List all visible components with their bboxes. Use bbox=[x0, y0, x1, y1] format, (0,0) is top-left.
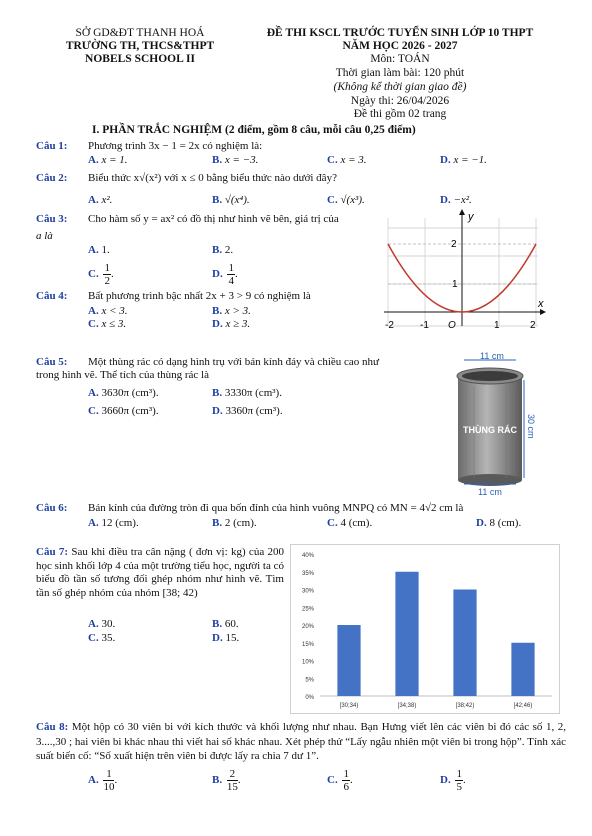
q6-number: Câu 6: bbox=[36, 502, 68, 514]
bar bbox=[453, 590, 476, 697]
q6-option-c: C. 4 (cm). bbox=[327, 517, 373, 529]
q5-option-b: B. 3330π (cm³). bbox=[212, 387, 282, 399]
bottom-dimension-label: 11 cm bbox=[478, 487, 502, 497]
q6-option-b: B. 2 (cm). bbox=[212, 517, 257, 529]
school-name-2: NOBELS SCHOOL II bbox=[85, 53, 195, 65]
q1-option-b: B. x = −3. bbox=[212, 154, 259, 166]
q8-option-d: D. $\frac{1}{5}$ . bbox=[440, 768, 466, 793]
y-label: y bbox=[468, 211, 474, 223]
q2-option-a: A. x². bbox=[88, 194, 113, 206]
y-tick-label: 35% bbox=[301, 570, 314, 577]
q2-text: Biểu thức x√(x²) với x ≤ 0 bằng biểu thức nào dưới đây? bbox=[88, 172, 337, 184]
q2-option-d: D. −x². bbox=[440, 194, 472, 206]
school-name: TRƯỜNG TH, THCS&THPT bbox=[65, 40, 215, 52]
q3-option-b: B. 2. bbox=[212, 244, 234, 256]
y-axis-arrow bbox=[459, 209, 465, 215]
q5-text: Một thùng rác có dạng hình trụ với bán kính đáy và chiều cao như bbox=[88, 356, 379, 368]
q4-number: Câu 4: bbox=[36, 290, 68, 302]
q6-option-d: D. 8 (cm). bbox=[476, 517, 522, 529]
dept-name: SỞ GD&ĐT THANH HOÁ bbox=[75, 27, 205, 39]
tick-x-1: 1 bbox=[494, 320, 500, 331]
q7-option-b: B. 60. bbox=[212, 618, 239, 630]
exam-date: Ngày thi: 26/04/2026 bbox=[350, 95, 450, 107]
q3-option-d: D. $\frac{1}{4}$ . bbox=[212, 262, 238, 287]
q1-text: Phương trình 3x − 1 = 2x có nghiệm là: bbox=[88, 140, 263, 152]
q1-option-c: C. x = 3. bbox=[327, 154, 367, 166]
y-tick-label: 10% bbox=[301, 659, 314, 666]
q4-text: Bất phương trình bậc nhất 2x + 3 > 9 có nghiệm là bbox=[88, 290, 311, 302]
q2-number: Câu 2: bbox=[36, 172, 68, 184]
tick-x-m1: -1 bbox=[420, 320, 429, 331]
bar bbox=[511, 643, 534, 696]
parabola-graph bbox=[380, 206, 550, 346]
q2-option-c: C. √(x³). bbox=[327, 194, 365, 206]
q7-option-c: C. 35. bbox=[88, 632, 116, 644]
x-tick-label: [38;42) bbox=[455, 703, 475, 709]
q3-text-cont: a là bbox=[36, 230, 53, 242]
origin-label: O bbox=[448, 320, 456, 331]
y-tick-label: 0% bbox=[305, 695, 314, 701]
exam-year: NĂM HỌC 2026 - 2027 bbox=[342, 40, 458, 52]
tick-y-2: 2 bbox=[451, 239, 457, 250]
q1-option-d: D. x = −1. bbox=[440, 154, 487, 166]
q5-option-a: A. 3630π (cm³). bbox=[88, 387, 159, 399]
top-dimension-label: 11 cm bbox=[480, 352, 504, 361]
exam-note: (Không kể thời gian giao đề) bbox=[333, 81, 467, 93]
q5-number: Câu 5: bbox=[36, 356, 68, 368]
histogram-chart bbox=[290, 544, 560, 714]
q8-text-block: Câu 8: Một hộp có 30 viên bi với kích thước và khối lượng như nhau. Bạn Hưng viết lên các viên bi đó các số 1, 2, 3....,30 ; hai viên bi khác nhau thì viết hai số khác nhau. Xét phép thử “Lấy ngẫu nhiên một viên bi trong hộp”. Tính xác suất biến cố: “Số xuất hiện trên viên bi được lấy ra chia 7 dư 1”. bbox=[36, 721, 566, 762]
q1-number: Câu 1: bbox=[36, 140, 68, 152]
y-tick-label: 25% bbox=[301, 606, 314, 613]
bar bbox=[395, 572, 418, 696]
section-title: I. PHẦN TRẮC NGHIỆM (2 điểm, gồm 8 câu, mỗi câu 0,25 điểm) bbox=[92, 124, 416, 136]
q7-text-block: Câu 7: Sau khi điều tra cân nặng ( đơn vị: kg) của 200 học sinh khối lớp 4 của một trường tiểu học, người ta có biểu đồ tần số tương đối ghép nhóm như hình vẽ. Tìm tần số ghép nhóm của nhóm [38; 42) bbox=[36, 546, 285, 599]
q6-text: Bán kính của đường tròn đi qua bốn đỉnh của hình vuông MNPQ có MN = 4√2 cm là bbox=[88, 502, 464, 514]
q7-option-d: D. 15. bbox=[212, 632, 240, 644]
trash-bin-figure bbox=[450, 352, 540, 498]
x-tick-label: [34;38) bbox=[397, 703, 417, 709]
x-label: x bbox=[538, 298, 544, 310]
y-tick-label: 5% bbox=[305, 677, 314, 684]
q3-text: Cho hàm số y = ax² có đồ thị như hình vẽ bên, giá trị của bbox=[88, 213, 339, 225]
bar bbox=[337, 625, 360, 696]
q2-option-b: B. √(x⁴). bbox=[212, 194, 250, 206]
q5-option-c: C. 3660π (cm³). bbox=[88, 405, 159, 417]
x-tick-label: [42;46) bbox=[513, 703, 533, 709]
q4-option-b: B. x > 3. bbox=[212, 305, 251, 317]
exam-time: Thời gian làm bài: 120 phút bbox=[335, 67, 465, 79]
tick-y-1: 1 bbox=[452, 279, 458, 290]
tick-x-2: 2 bbox=[530, 320, 536, 331]
bin-label: THÙNG RÁC bbox=[463, 425, 517, 435]
exam-pages: Đề thi gồm 02 trang bbox=[353, 108, 447, 120]
y-tick-label: 40% bbox=[301, 553, 314, 559]
q5-option-d: D. 3360π (cm³). bbox=[212, 405, 283, 417]
q8-option-b: B. $\frac{2}{15}$ . bbox=[212, 768, 241, 793]
tick-x-m2: -2 bbox=[385, 320, 394, 331]
q1-option-a: A. x = 1. bbox=[88, 154, 128, 166]
q8-option-a: A. $\frac{1}{10}$ . bbox=[88, 768, 118, 793]
y-tick-label: 20% bbox=[301, 624, 314, 630]
q3-number: Câu 3: bbox=[36, 213, 68, 225]
y-tick-label: 15% bbox=[301, 641, 314, 648]
q8-option-c: C. $\frac{1}{6}$ . bbox=[327, 768, 353, 793]
bin-opening bbox=[462, 371, 518, 381]
y-tick-label: 30% bbox=[301, 588, 314, 595]
side-dimension-label: 30 cm bbox=[526, 414, 536, 439]
exam-title: ĐỀ THI KSCL TRƯỚC TUYỂN SINH LỚP 10 THPT bbox=[266, 27, 534, 39]
q4-option-a: A. x < 3. bbox=[88, 305, 128, 317]
q6-option-a: A. 12 (cm). bbox=[88, 517, 139, 529]
q4-option-c: C. x ≤ 3. bbox=[88, 318, 127, 330]
exam-subject: Môn: TOÁN bbox=[370, 53, 430, 65]
q3-option-a: A. 1. bbox=[88, 244, 110, 256]
q7-option-a: A. 30. bbox=[88, 618, 116, 630]
q4-option-d: D. x ≥ 3. bbox=[212, 318, 251, 330]
x-tick-label: [30;34) bbox=[339, 703, 359, 709]
q3-option-c: C. $\frac{1}{2}$ . bbox=[88, 262, 114, 287]
graph-grid bbox=[388, 218, 538, 326]
q5-text-cont: trong hình vẽ. Thể tích của thùng rác là bbox=[36, 369, 209, 381]
